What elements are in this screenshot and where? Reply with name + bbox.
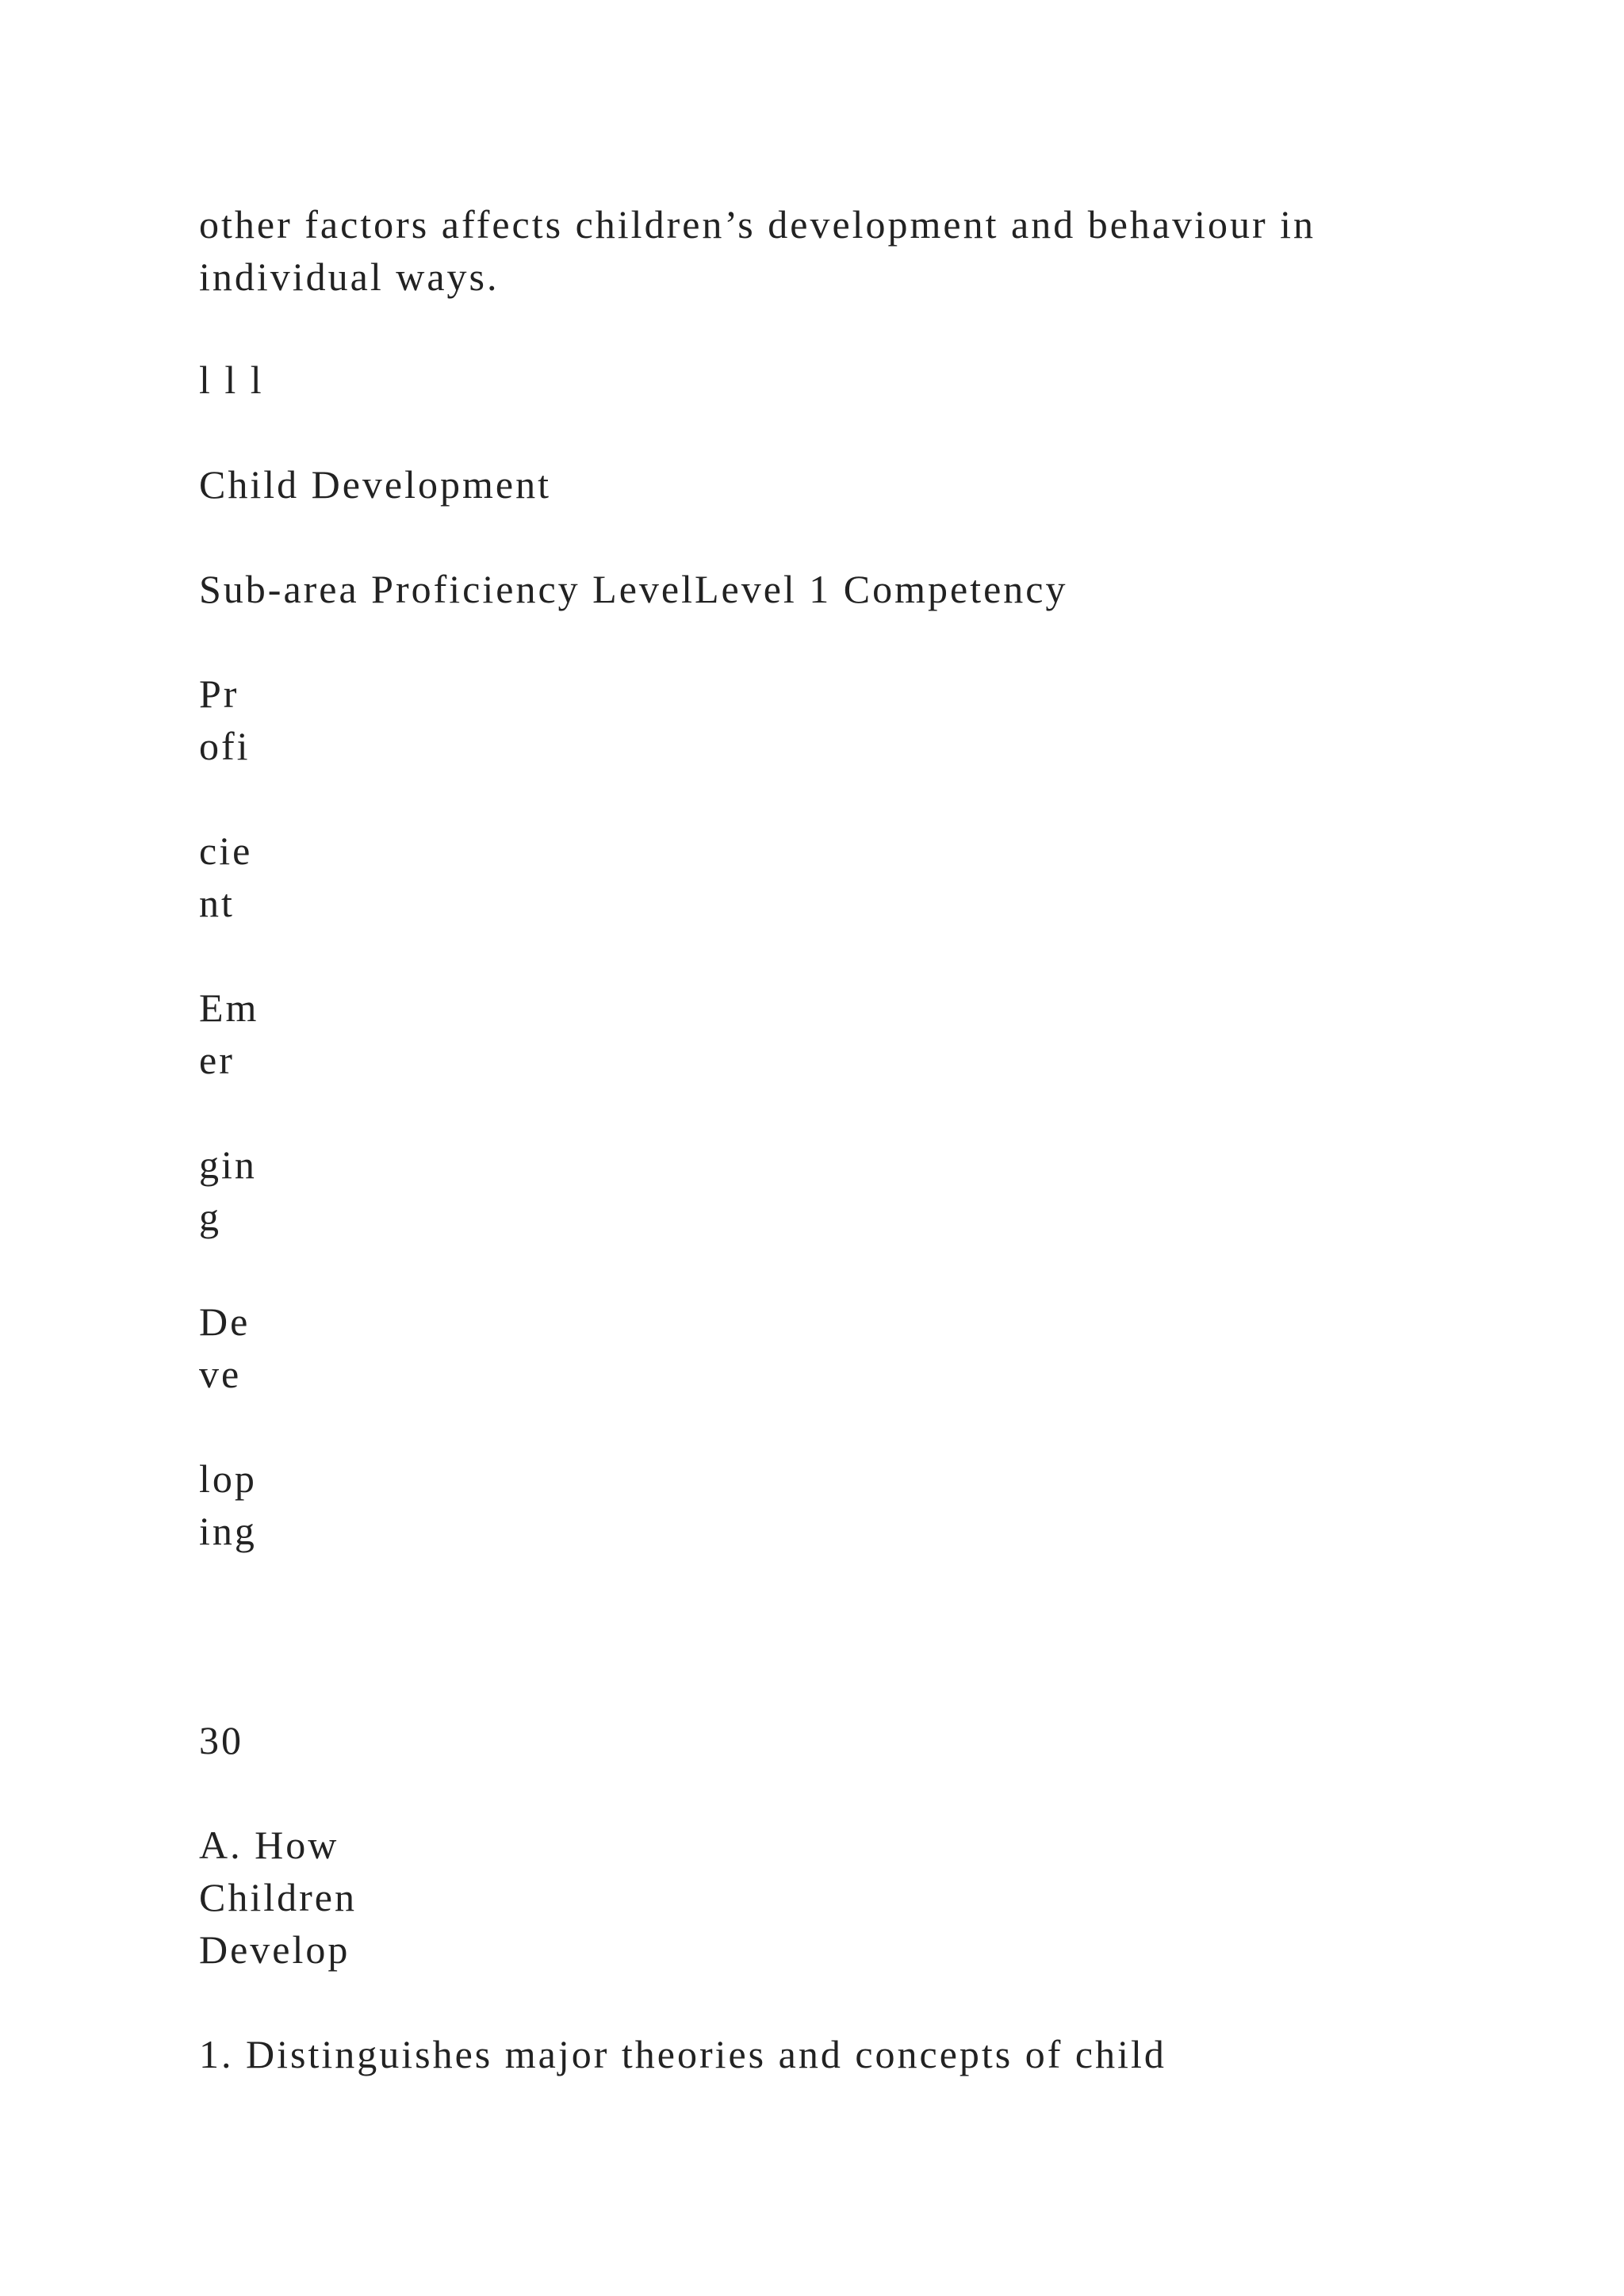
page-number: 30 <box>199 1718 243 1762</box>
section-heading: Child Development <box>199 462 551 507</box>
marker-text: l l l <box>199 358 264 402</box>
competency-text: 1. Distinguishes major theories and concepts of child <box>199 2032 1166 2076</box>
proficiency-level-fragment: De <box>199 1299 251 1344</box>
proficiency-level-fragment: lop <box>199 1456 257 1501</box>
table-header: Sub-area Proficiency LevelLevel 1 Competency <box>199 567 1068 611</box>
proficiency-level-fragment: nt <box>199 881 235 925</box>
proficiency-level-fragment: g <box>199 1195 221 1239</box>
paragraph-line: other factors affects children’s development and behaviour in <box>199 202 1316 247</box>
proficiency-level-fragment: ofi <box>199 724 251 768</box>
paragraph-line: individual ways. <box>199 254 500 299</box>
sub-area-line: Develop <box>199 1927 350 1972</box>
proficiency-level-fragment: er <box>199 1038 235 1082</box>
proficiency-level-fragment: ing <box>199 1509 257 1553</box>
proficiency-level-fragment: Pr <box>199 672 239 716</box>
proficiency-level-fragment: cie <box>199 828 253 873</box>
sub-area-line: Children <box>199 1875 357 1919</box>
sub-area-line: A. How <box>199 1823 339 1867</box>
proficiency-level-fragment: gin <box>199 1142 257 1187</box>
proficiency-level-fragment: Em <box>199 985 259 1030</box>
proficiency-level-fragment: ve <box>199 1352 242 1396</box>
